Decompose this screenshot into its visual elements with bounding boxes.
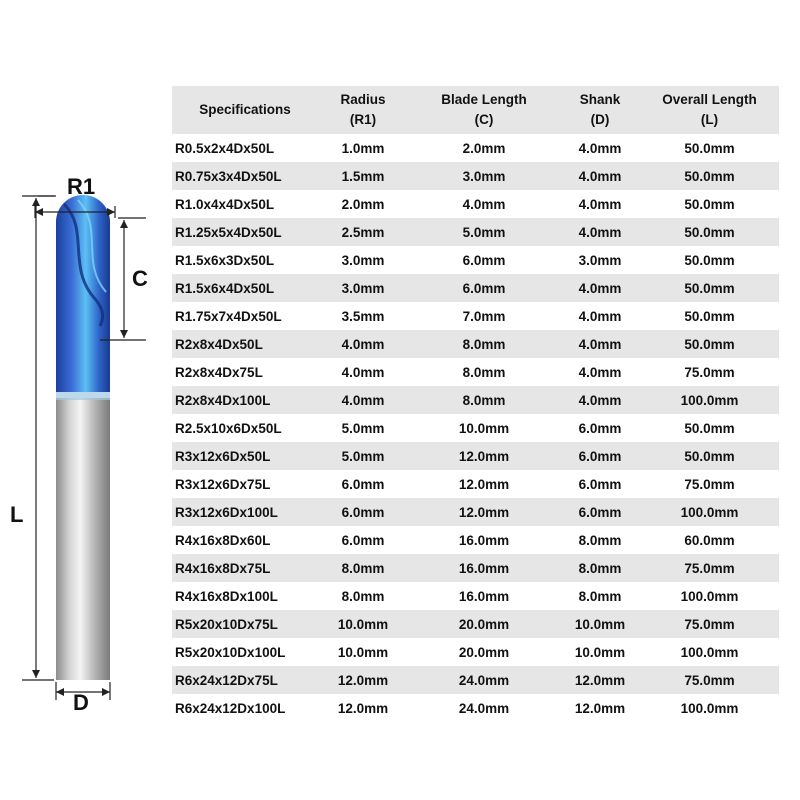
cell-overall-length: 50.0mm — [640, 134, 779, 162]
cell-radius: 2.0mm — [318, 190, 408, 218]
cell-spec: R4x16x8Dx75L — [172, 554, 318, 582]
c-label: C — [132, 266, 148, 291]
table-header-row — [172, 86, 779, 134]
r1-label: R1 — [67, 174, 96, 199]
cell-radius: 5.0mm — [318, 442, 408, 470]
header-shank: Shank (D) — [560, 86, 640, 134]
table-row — [172, 666, 779, 694]
cell-radius: 3.0mm — [318, 274, 408, 302]
table-row — [172, 638, 779, 666]
cell-overall-length: 50.0mm — [640, 218, 779, 246]
cell-spec: R1.75x7x4Dx50L — [172, 302, 318, 330]
cell-shank: 6.0mm — [560, 414, 640, 442]
table-row — [172, 386, 779, 414]
cell-shank: 8.0mm — [560, 526, 640, 554]
cell-radius: 1.5mm — [318, 162, 408, 190]
cell-radius: 12.0mm — [318, 694, 408, 722]
cell-radius: 6.0mm — [318, 526, 408, 554]
cell-radius: 6.0mm — [318, 470, 408, 498]
cell-shank: 12.0mm — [560, 666, 640, 694]
cell-spec: R1.0x4x4Dx50L — [172, 190, 318, 218]
cell-overall-length: 75.0mm — [640, 470, 779, 498]
cell-blade-length: 2.0mm — [408, 134, 560, 162]
cell-spec: R5x20x10Dx100L — [172, 638, 318, 666]
cell-radius: 4.0mm — [318, 330, 408, 358]
cell-shank: 3.0mm — [560, 246, 640, 274]
shank-body — [56, 398, 110, 680]
cell-blade-length: 3.0mm — [408, 162, 560, 190]
cell-overall-length: 50.0mm — [640, 442, 779, 470]
cell-spec: R1.5x6x4Dx50L — [172, 274, 318, 302]
cell-radius: 10.0mm — [318, 638, 408, 666]
header-radius: Radius (R1) — [318, 86, 408, 134]
cell-spec: R4x16x8Dx60L — [172, 526, 318, 554]
cell-shank: 4.0mm — [560, 190, 640, 218]
cell-spec: R4x16x8Dx100L — [172, 582, 318, 610]
cell-overall-length: 100.0mm — [640, 694, 779, 722]
table-row — [172, 134, 779, 162]
cell-overall-length: 75.0mm — [640, 554, 779, 582]
cell-spec: R1.5x6x3Dx50L — [172, 246, 318, 274]
cell-spec: R0.75x3x4Dx50L — [172, 162, 318, 190]
cell-overall-length: 50.0mm — [640, 246, 779, 274]
table-row — [172, 190, 779, 218]
cell-spec: R3x12x6Dx100L — [172, 498, 318, 526]
cell-spec: R2x8x4Dx100L — [172, 386, 318, 414]
table-row — [172, 162, 779, 190]
cell-overall-length: 50.0mm — [640, 330, 779, 358]
table-row — [172, 246, 779, 274]
specification-table — [172, 86, 779, 722]
cell-radius: 8.0mm — [318, 554, 408, 582]
cell-spec: R2x8x4Dx50L — [172, 330, 318, 358]
cell-radius: 4.0mm — [318, 386, 408, 414]
cell-spec: R1.25x5x4Dx50L — [172, 218, 318, 246]
cell-shank: 8.0mm — [560, 582, 640, 610]
cell-blade-length: 16.0mm — [408, 554, 560, 582]
cell-blade-length: 20.0mm — [408, 610, 560, 638]
cell-radius: 6.0mm — [318, 498, 408, 526]
cell-blade-length: 16.0mm — [408, 582, 560, 610]
cell-blade-length: 12.0mm — [408, 442, 560, 470]
cell-blade-length: 8.0mm — [408, 386, 560, 414]
cell-spec: R0.5x2x4Dx50L — [172, 134, 318, 162]
table-row — [172, 554, 779, 582]
cell-overall-length: 100.0mm — [640, 386, 779, 414]
cell-shank: 4.0mm — [560, 218, 640, 246]
table-row — [172, 470, 779, 498]
cell-overall-length: 75.0mm — [640, 358, 779, 386]
cell-overall-length: 50.0mm — [640, 414, 779, 442]
cell-blade-length: 8.0mm — [408, 330, 560, 358]
cell-blade-length: 24.0mm — [408, 666, 560, 694]
cell-blade-length: 6.0mm — [408, 246, 560, 274]
cell-spec: R6x24x12Dx100L — [172, 694, 318, 722]
cell-overall-length: 75.0mm — [640, 666, 779, 694]
cell-radius: 1.0mm — [318, 134, 408, 162]
cell-overall-length: 75.0mm — [640, 610, 779, 638]
cell-shank: 4.0mm — [560, 134, 640, 162]
cell-shank: 6.0mm — [560, 498, 640, 526]
cell-spec: R3x12x6Dx75L — [172, 470, 318, 498]
cell-overall-length: 100.0mm — [640, 498, 779, 526]
cell-overall-length: 100.0mm — [640, 638, 779, 666]
cell-radius: 4.0mm — [318, 358, 408, 386]
cell-spec: R5x20x10Dx75L — [172, 610, 318, 638]
cell-blade-length: 24.0mm — [408, 694, 560, 722]
cell-radius: 3.5mm — [318, 302, 408, 330]
cell-blade-length: 10.0mm — [408, 414, 560, 442]
cell-spec: R2.5x10x6Dx50L — [172, 414, 318, 442]
cell-blade-length: 20.0mm — [408, 638, 560, 666]
cell-radius: 3.0mm — [318, 246, 408, 274]
table-row — [172, 442, 779, 470]
cell-radius: 10.0mm — [318, 610, 408, 638]
d-label: D — [73, 690, 89, 715]
table-row — [172, 694, 779, 722]
cell-overall-length: 50.0mm — [640, 302, 779, 330]
cell-shank: 8.0mm — [560, 554, 640, 582]
cell-shank: 6.0mm — [560, 442, 640, 470]
cell-overall-length: 60.0mm — [640, 526, 779, 554]
cell-shank: 4.0mm — [560, 162, 640, 190]
cell-overall-length: 50.0mm — [640, 162, 779, 190]
cell-spec: R2x8x4Dx75L — [172, 358, 318, 386]
cell-overall-length: 100.0mm — [640, 582, 779, 610]
cell-radius: 8.0mm — [318, 582, 408, 610]
cell-blade-length: 8.0mm — [408, 358, 560, 386]
table-row — [172, 330, 779, 358]
cell-blade-length: 6.0mm — [408, 274, 560, 302]
table-row — [172, 526, 779, 554]
cell-shank: 4.0mm — [560, 274, 640, 302]
table-row — [172, 414, 779, 442]
header-specifications: Specifications — [172, 86, 318, 134]
cell-overall-length: 50.0mm — [640, 274, 779, 302]
table-row — [172, 302, 779, 330]
l-label: L — [10, 502, 24, 527]
cell-blade-length: 7.0mm — [408, 302, 560, 330]
cell-shank: 10.0mm — [560, 638, 640, 666]
cell-radius: 12.0mm — [318, 666, 408, 694]
table-body — [172, 134, 779, 722]
cell-shank: 6.0mm — [560, 470, 640, 498]
ball-nose-cutter — [56, 195, 110, 392]
table-row — [172, 218, 779, 246]
table-row — [172, 610, 779, 638]
cell-blade-length: 5.0mm — [408, 218, 560, 246]
cell-radius: 2.5mm — [318, 218, 408, 246]
cell-radius: 5.0mm — [318, 414, 408, 442]
cell-blade-length: 12.0mm — [408, 470, 560, 498]
cell-overall-length: 50.0mm — [640, 190, 779, 218]
cell-shank: 10.0mm — [560, 610, 640, 638]
table-row — [172, 582, 779, 610]
cell-blade-length: 16.0mm — [408, 526, 560, 554]
cell-shank: 4.0mm — [560, 386, 640, 414]
cell-shank: 4.0mm — [560, 358, 640, 386]
cell-shank: 12.0mm — [560, 694, 640, 722]
header-overall-length: Overall Length (L) — [640, 86, 779, 134]
cell-blade-length: 12.0mm — [408, 498, 560, 526]
table-row — [172, 498, 779, 526]
cell-spec: R3x12x6Dx50L — [172, 442, 318, 470]
table-row — [172, 274, 779, 302]
cell-spec: R6x24x12Dx75L — [172, 666, 318, 694]
end-mill-diagram — [0, 0, 170, 800]
cell-blade-length: 4.0mm — [408, 190, 560, 218]
header-blade-length: Blade Length (C) — [408, 86, 560, 134]
cell-shank: 4.0mm — [560, 330, 640, 358]
table-row — [172, 358, 779, 386]
cell-shank: 4.0mm — [560, 302, 640, 330]
